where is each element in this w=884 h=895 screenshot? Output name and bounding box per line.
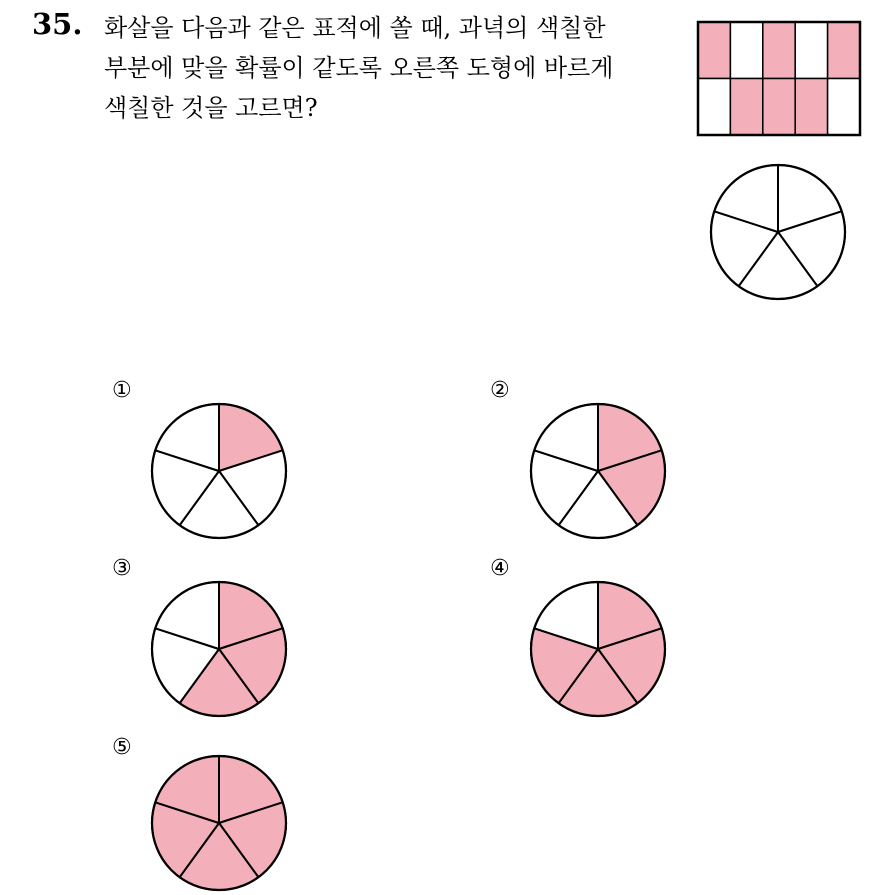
grid-cell: [828, 22, 860, 79]
choice-pie[interactable]: [150, 580, 288, 718]
grid-cell: [698, 79, 730, 136]
target-grid: [697, 21, 860, 137]
question-line: 색칠한 것을 고르면?: [104, 94, 318, 122]
choice-label: ⑤: [112, 735, 132, 760]
choice-pie[interactable]: [150, 402, 288, 540]
grid-cell: [698, 22, 730, 79]
blank-pie-figure: [709, 163, 847, 301]
question-line: 화살을 다음과 같은 표적에 쏠 때, 과녁의 색칠한: [104, 14, 606, 42]
choice-label: ④: [490, 556, 510, 581]
grid-cell: [730, 22, 762, 79]
choice-label: ②: [490, 378, 510, 403]
question-line: 부분에 맞을 확률이 같도록 오른쪽 도형에 바르게: [104, 54, 614, 82]
question-number: 35.: [32, 7, 83, 41]
grid-cell: [828, 79, 860, 136]
choice-label: ③: [112, 556, 132, 581]
grid-cell: [795, 79, 827, 136]
grid-cell: [795, 22, 827, 79]
choice-label: ①: [112, 378, 132, 403]
question-text: [104, 8, 674, 128]
choice-pie[interactable]: [529, 402, 667, 540]
grid-cell: [730, 79, 762, 136]
grid-cell: [763, 79, 795, 136]
choice-pie[interactable]: [150, 754, 288, 892]
choice-pie[interactable]: [529, 580, 667, 718]
grid-cell: [763, 22, 795, 79]
